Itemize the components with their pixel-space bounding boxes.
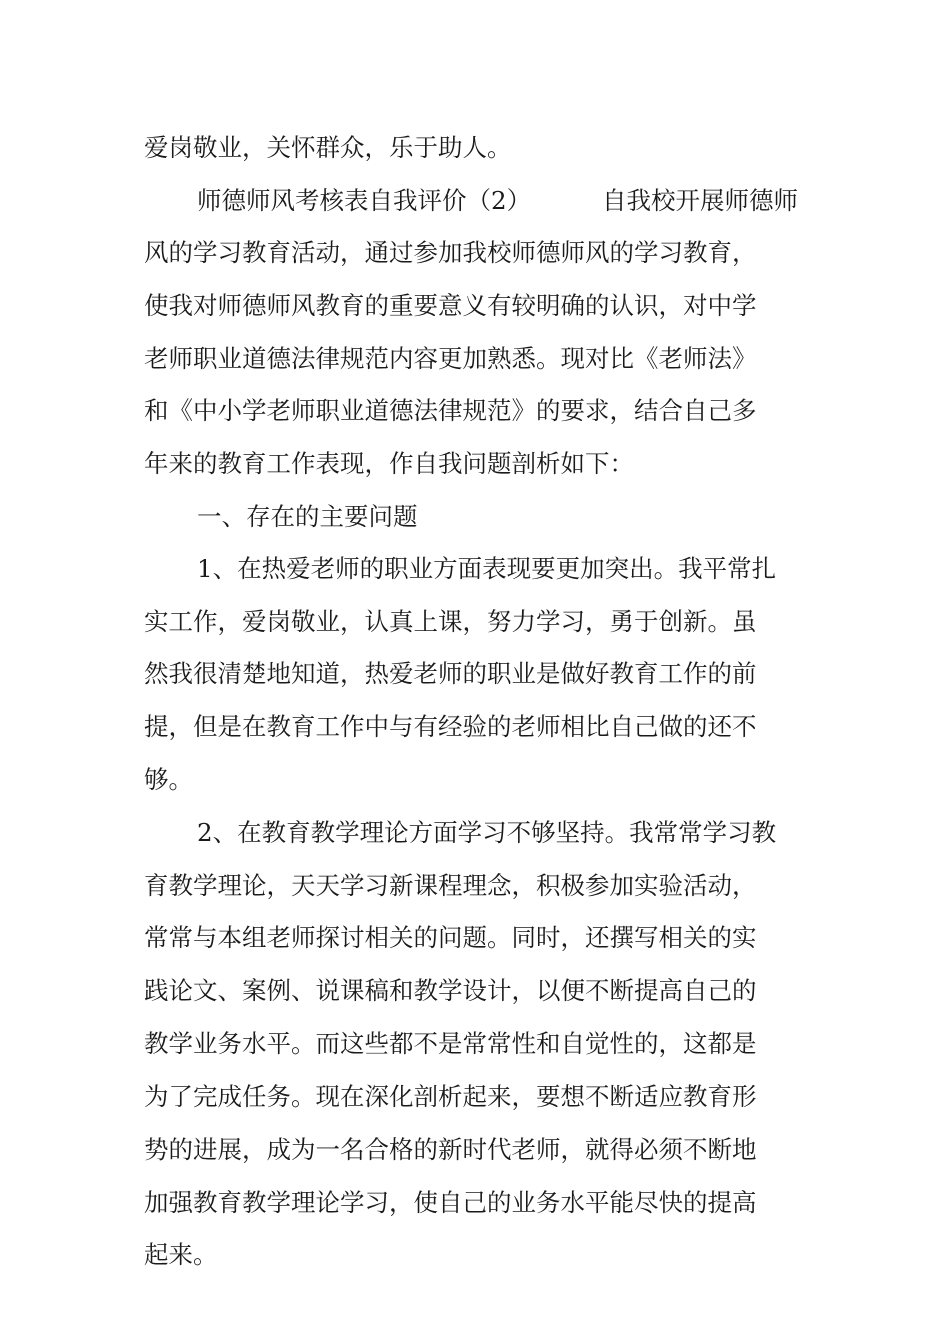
- text-run: 一、存在的主要问题: [197, 502, 418, 531]
- text-run: 够。: [144, 765, 193, 794]
- text-line: [0, 918, 950, 958]
- text-line: [0, 1024, 950, 1064]
- text-line: [0, 813, 950, 853]
- text-line: [0, 444, 950, 484]
- text-run: 2、在教育教学理论方面学习不够坚持。我常常学习教: [197, 818, 777, 847]
- text-run: 起来。: [144, 1240, 218, 1269]
- text-run: 教学业务水平。而这些都不是常常性和自觉性的，这都是: [144, 1029, 757, 1058]
- text-run: 1、在热爱老师的职业方面表现要更加突出。我平常扎: [197, 554, 777, 583]
- text-run: 然我很清楚地知道，热爱老师的职业是做好教育工作的前: [144, 659, 757, 688]
- text-run: 老师职业道德法律规范内容更加熟悉。现对比《老师法》: [144, 344, 757, 373]
- text-run: 年来的教育工作表现，作自我问题剖析如下：: [144, 449, 634, 478]
- text-run: 践论文、案例、说课稿和教学设计，以便不断提高自己的: [144, 976, 757, 1005]
- text-line: [0, 971, 950, 1011]
- text-line: [0, 602, 950, 642]
- text-line: [0, 707, 950, 747]
- text-line: [0, 866, 950, 906]
- text-run: 加强教育教学理论学习，使自己的业务水平能尽快的提高: [144, 1188, 757, 1217]
- text-line: [0, 1077, 950, 1117]
- text-run: 育教学理论，天天学习新课程理念，积极参加实验活动，: [144, 871, 757, 900]
- text-line: [0, 339, 950, 379]
- text-line: [0, 391, 950, 431]
- text-run: 实工作，爱岗敬业，认真上课，努力学习，勇于创新。虽: [144, 607, 757, 636]
- text-run: 使我对师德师风教育的重要意义有较明确的认识，对中学: [144, 291, 757, 320]
- text-line: [0, 181, 950, 221]
- text-run: 自我校开展师德师: [602, 186, 798, 215]
- text-run: 和《中小学老师职业道德法律规范》的要求，结合自己多: [144, 396, 757, 425]
- text-line: [0, 233, 950, 273]
- text-line: [0, 1183, 950, 1223]
- text-line: [0, 1235, 950, 1275]
- text-run: 势的进展，成为一名合格的新时代老师，就得必须不断地: [144, 1135, 757, 1164]
- text-line: [0, 128, 950, 168]
- text-line: [0, 760, 950, 800]
- text-run: 爱岗敬业，关怀群众，乐于助人。: [144, 133, 512, 162]
- text-run: 师德师风考核表自我评价（2）: [197, 186, 532, 215]
- text-run: 风的学习教育活动，通过参加我校师德师风的学习教育，: [144, 238, 757, 267]
- text-line: [0, 1130, 950, 1170]
- text-run: 为了完成任务。现在深化剖析起来，要想不断适应教育形: [144, 1082, 757, 1111]
- text-run: 常常与本组老师探讨相关的问题。同时，还撰写相关的实: [144, 923, 757, 952]
- text-line: [0, 549, 950, 589]
- text-line: [0, 497, 950, 537]
- text-line: [0, 286, 950, 326]
- text-run: 提，但是在教育工作中与有经验的老师相比自己做的还不: [144, 712, 757, 741]
- text-line: [0, 654, 950, 694]
